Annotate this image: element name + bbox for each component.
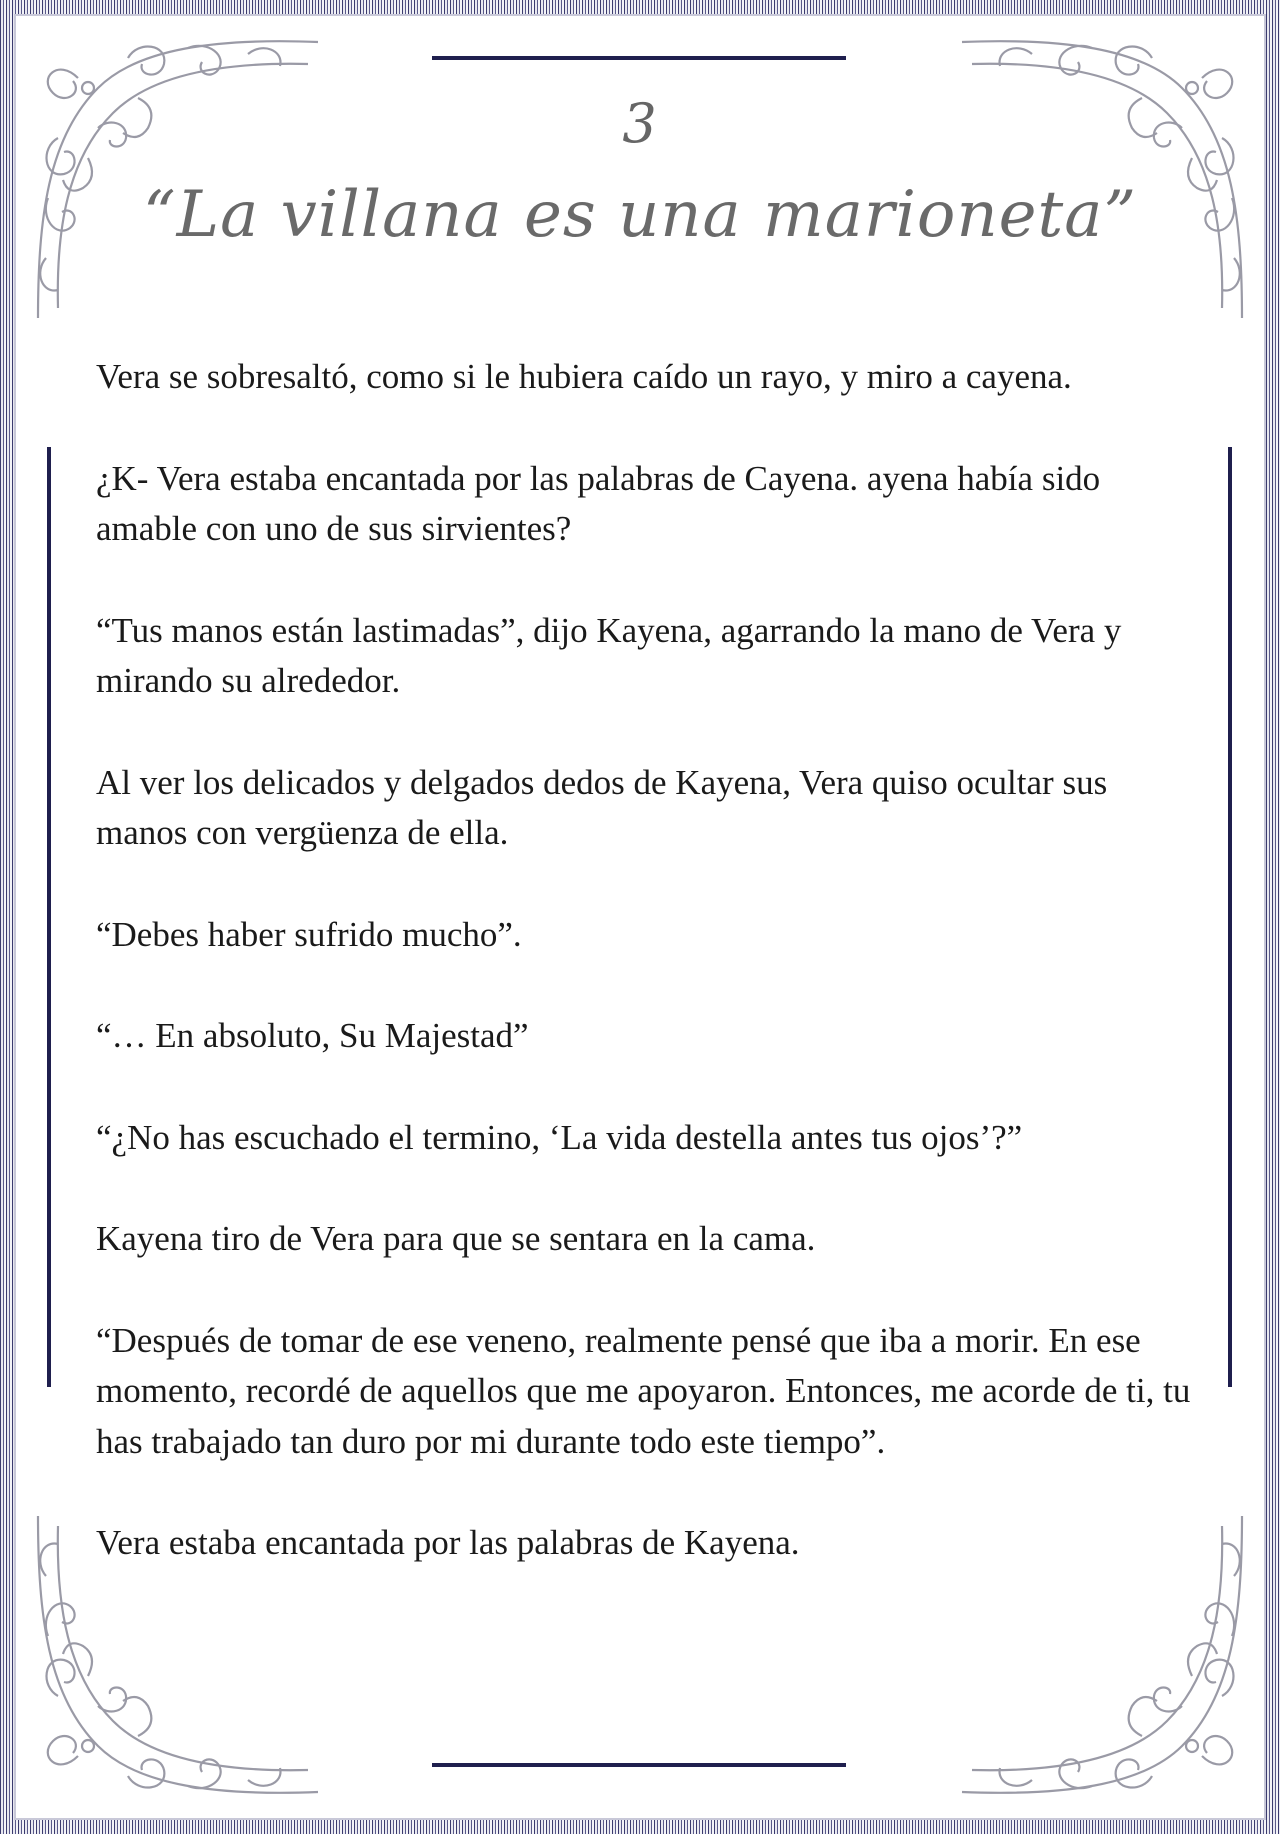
chapter-number: 3 xyxy=(622,92,658,155)
paragraph: “… En absoluto, Su Majestad” xyxy=(96,1016,529,1055)
right-margin-rule xyxy=(1228,447,1232,1387)
paragraph: Al ver los delicados y delgados dedos de Kayena, Vera quiso ocultar sus manos con vergüenza de ella. xyxy=(96,762,1108,852)
paragraph: Kayena tiro de Vera para que se sentara en la cama. xyxy=(96,1219,816,1258)
left-margin-rule xyxy=(47,447,51,1387)
chapter-title: “La villana es una marioneta” xyxy=(142,178,1138,252)
paragraph: “Tus manos están lastimadas”, dijo Kayena, agarrando la mano de Vera y mirando su alrededor. xyxy=(96,610,1122,700)
paragraph: “Después de tomar de ese veneno, realmente pensé que iba a morir. En ese momento, recordé de aquellos que me apoyaron. Entonces, me acorde de ti, tu has trabajado tan duro por mi durante todo este tiempo”. xyxy=(96,1320,1191,1461)
paragraph: ¿K- Vera estaba encantada por las palabras de Cayena. ayena había sido amable con uno de sus sirvientes? xyxy=(96,458,1101,548)
paragraph: Vera se sobresaltó, como si le hubiera caído un rayo, y miro a cayena. xyxy=(96,357,1072,396)
top-divider xyxy=(432,56,846,60)
bottom-divider xyxy=(432,1763,846,1767)
paragraph: “¿No has escuchado el termino, ‘La vida destella antes tus ojos’?” xyxy=(96,1117,1023,1157)
paragraph: “Debes haber sufrido mucho”. xyxy=(96,914,522,954)
paragraph: Vera estaba encantada por las palabras de Kayena. xyxy=(96,1523,800,1562)
chapter-text xyxy=(96,352,1196,1620)
